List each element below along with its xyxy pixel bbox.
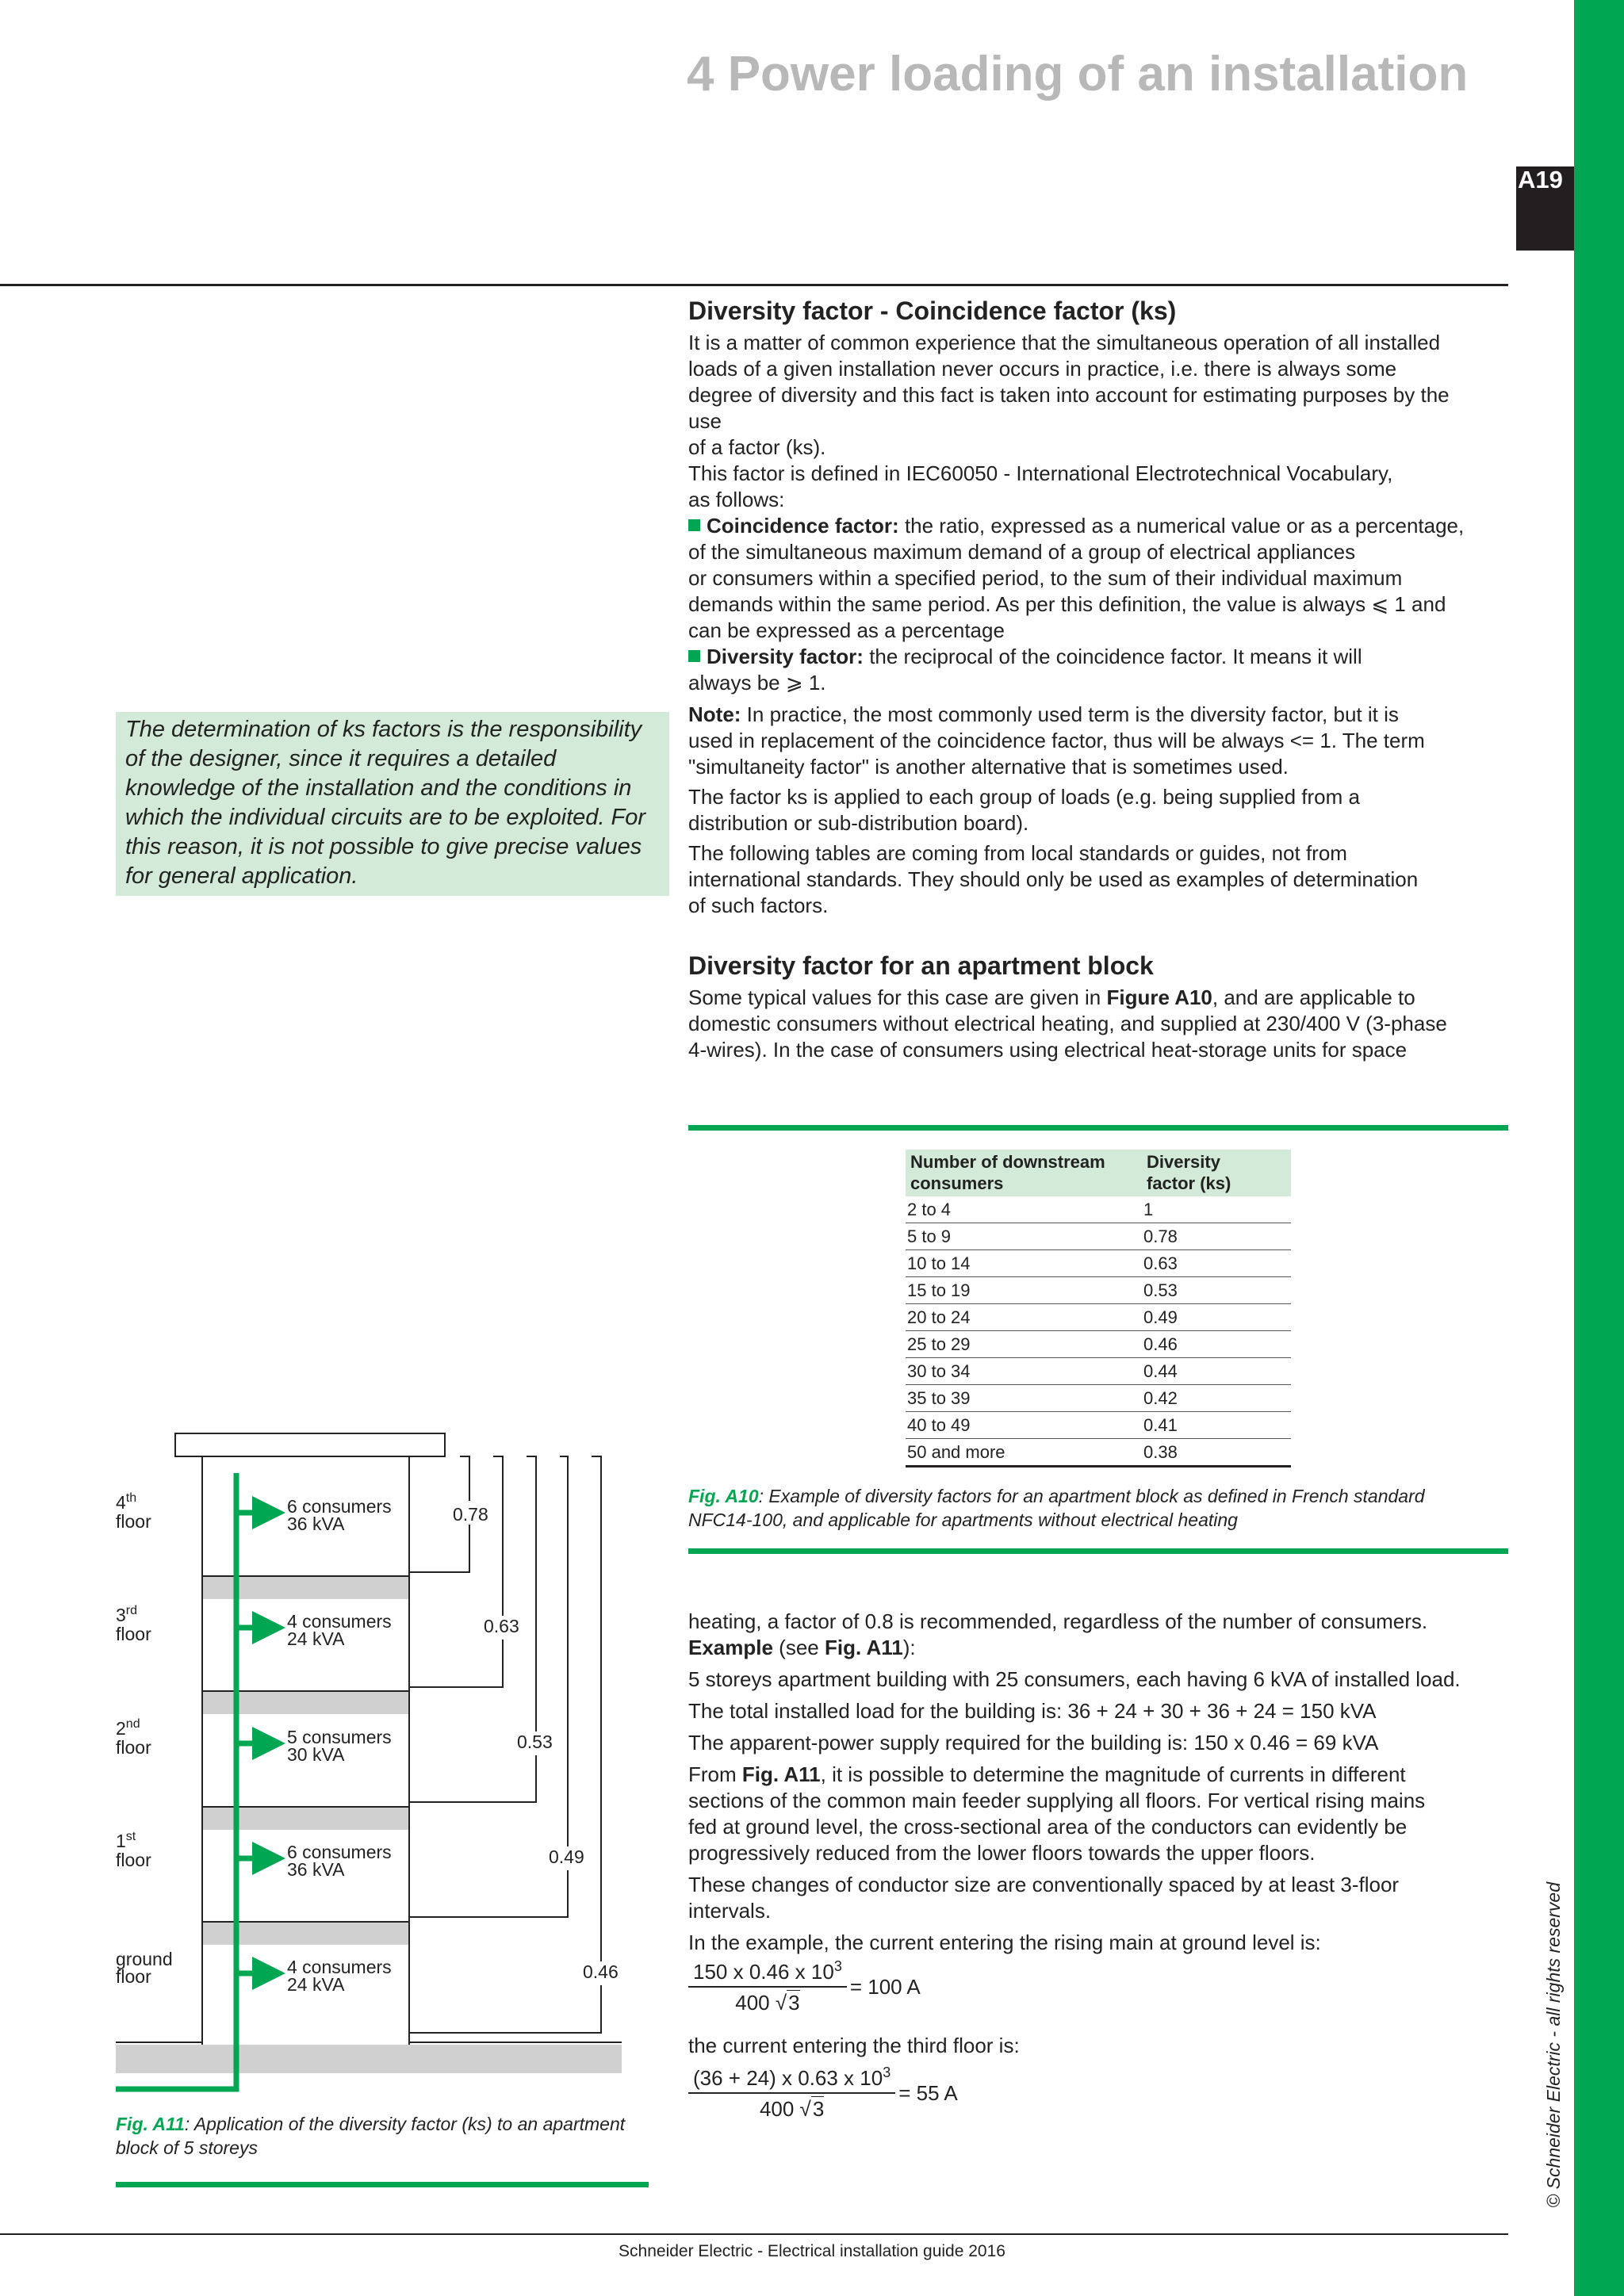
- equation-result: = 55 A: [898, 2080, 958, 2105]
- paragraph: the current entering the third floor is:: [688, 2034, 1020, 2057]
- table-cell: 0.42: [1142, 1385, 1291, 1412]
- consumer-label: 4 consumers 24 kVA: [287, 1611, 392, 1649]
- paragraph: Some typical values for this case are given in Figure A10, and are applicable to domestic consumers without electrical heating, and supplied at 230/400 V (3-phase 4-wires). In the case of consumers using electrical heat-storage units for space: [688, 985, 1447, 1062]
- equation-fraction: $\frac{150 x 0.46 x 10^3}{400 √3}$: [688, 1958, 847, 2015]
- floor-slab: [202, 1576, 409, 1599]
- rising-main: [116, 1473, 236, 2089]
- note-paragraph: Note: In practice, the most commonly used term is the diversity factor, but it is used in replacement of the coincidence factor, thus will be always <= 1. The term "simultaneity factor" is another alternative that is sometimes used.: [688, 702, 1425, 779]
- figure-bottom-rule: [116, 2182, 649, 2187]
- paragraph: This factor is defined in IEC60050 - International Electrotechnical Vocabulary, as follows:: [688, 461, 1393, 511]
- table-cell: 15 to 19: [906, 1277, 1142, 1304]
- ground-slab: [116, 2045, 622, 2073]
- floor-slab: [202, 1691, 409, 1714]
- ks-bracket: [409, 1456, 601, 2033]
- table-cell: 1: [1142, 1196, 1291, 1223]
- section-heading: Diversity factor - Coincidence factor (ks): [688, 297, 1177, 325]
- paragraph: From Fig. A11, it is possible to determine the magnitude of currents in different sections of the common main feeder supplying all floors. For vertical rising mains fed at ground level, the cross-sectional area of the conductors can evidently be progressively reduced from the lower floors towards the upper floors.: [688, 1762, 1426, 1865]
- figure-caption: Fig. A10: Example of diversity factors for an apartment block as defined in French standard NFC14-100, and applicable for apartments without electrical heating: [688, 1486, 1425, 1530]
- table-cell: 20 to 24: [906, 1304, 1142, 1331]
- equation-result: = 100 A: [849, 1974, 921, 1999]
- table-cell: 0.38: [1142, 1439, 1291, 1467]
- table-cell: 30 to 34: [906, 1358, 1142, 1385]
- ks-value: 0.49: [549, 1846, 584, 1867]
- figure-caption: Fig. A11: Application of the diversity factor (ks) to an apartment block of 5 storeys: [116, 2114, 626, 2158]
- consumer-label: 4 consumers 24 kVA: [287, 1957, 392, 1995]
- paragraph: The factor ks is applied to each group of loads (e.g. being supplied from a distribution or sub-distribution board).: [688, 785, 1360, 835]
- table-cell: 25 to 29: [906, 1331, 1142, 1358]
- consumer-label: 6 consumers 36 kVA: [287, 1496, 392, 1534]
- ks-value: 0.78: [453, 1504, 488, 1525]
- column-header: Diversity factor (ks): [1142, 1150, 1291, 1196]
- consumer-label: 6 consumers 36 kVA: [287, 1842, 392, 1880]
- table-cell: 0.49: [1142, 1304, 1291, 1331]
- section-heading: Diversity factor for an apartment block: [688, 951, 1154, 980]
- table-cell: 0.46: [1142, 1331, 1291, 1358]
- paragraph: In the example, the current entering the rising main at ground level is:: [688, 1931, 1321, 1954]
- page-number: A19: [1518, 166, 1563, 193]
- paragraph: 5 storeys apartment building with 25 consumers, each having 6 kVA of installed load.: [688, 1667, 1461, 1691]
- floor-label: 2nd floor: [116, 1717, 151, 1758]
- roof: [175, 1433, 445, 1456]
- figure-label: Fig. A10: [688, 1486, 759, 1506]
- bullet-diversity-factor: Diversity factor: the reciprocal of the coincidence factor. It means it will always be ⩾ 1.: [688, 645, 1362, 695]
- floor-label: 1st floor: [116, 1830, 151, 1870]
- table-cell: 2 to 4: [906, 1196, 1142, 1223]
- table-cell: 40 to 49: [906, 1412, 1142, 1439]
- floor-label: 3rd floor: [116, 1604, 151, 1644]
- example-paragraph: Example (see Fig. A11):: [688, 1636, 916, 1659]
- paragraph: The following tables are coming from local standards or guides, not from international standards. They should only be used as examples of determination of such factors.: [688, 841, 1419, 917]
- ks-value: 0.53: [517, 1732, 553, 1752]
- paragraph: The total installed load for the building is: 36 + 24 + 30 + 36 + 24 = 150 kVA: [688, 1699, 1377, 1723]
- table-cell: 0.41: [1142, 1412, 1291, 1439]
- table-cell: 0.78: [1142, 1223, 1291, 1250]
- column-header: Number of downstream consumers: [906, 1150, 1142, 1196]
- paragraph: These changes of conductor size are conventionally spaced by at least 3-floor intervals.: [688, 1873, 1400, 1923]
- paragraph: It is a matter of common experience that the simultaneous operation of all installed loads of a given installation never occurs in practice, i.e. there is always some degree of diversity and this fact is taken into account for estimating purposes by the use of a factor (ks).: [688, 331, 1450, 459]
- paragraph: heating, a factor of 0.8 is recommended, regardless of the number of consumers.: [688, 1609, 1428, 1633]
- table-cell: 0.63: [1142, 1250, 1291, 1277]
- equation-fraction: $\frac{(36 + 24) x 0.63 x 10^3}{400 √3}$: [688, 2064, 895, 2122]
- table-cell: 0.53: [1142, 1277, 1291, 1304]
- table-cell: 0.44: [1142, 1358, 1291, 1385]
- floor-slab: [202, 1807, 409, 1830]
- footer-text: Schneider Electric - Electrical installation guide 2016: [619, 2242, 1005, 2260]
- floor-label: ground floor: [116, 1949, 173, 1987]
- ks-value: 0.46: [583, 1961, 619, 1982]
- floor-label: 4th floor: [116, 1491, 151, 1532]
- paragraph: The apparent-power supply required for the building is: 150 x 0.46 = 69 kVA: [688, 1731, 1379, 1755]
- chapter-title: 4 Power loading of an installation: [687, 47, 1469, 101]
- callout-text: The determination of ks factors is the responsibility of the designer, since it requires a detailed knowledge of the installation and the conditions in which the individual circuits are to be exploited. For this reason, it is not possible to give precise values for general application.: [125, 717, 646, 889]
- table-cell: 5 to 9: [906, 1223, 1142, 1250]
- table-cell: 35 to 39: [906, 1385, 1142, 1412]
- copyright-text: © Schneider Electric - all rights reserved: [1543, 1882, 1564, 2208]
- bullet-coincidence-factor: Coincidence factor: the ratio, expressed as a numerical value or as a percentage, of the simultaneous maximum demand of a group of electrical appliances or consumers within a specified period, to the sum of their individual maximum demands within the same period. As per this definition, the value is always ⩽ 1 and can be expressed as a percentage: [688, 514, 1465, 642]
- ks-value: 0.63: [484, 1616, 519, 1636]
- table-cell: 50 and more: [906, 1439, 1142, 1467]
- floor-slab: [202, 1922, 409, 1945]
- consumer-label: 5 consumers 30 kVA: [287, 1727, 392, 1765]
- table-cell: 10 to 14: [906, 1250, 1142, 1277]
- figure-label: Fig. A11: [116, 2114, 185, 2134]
